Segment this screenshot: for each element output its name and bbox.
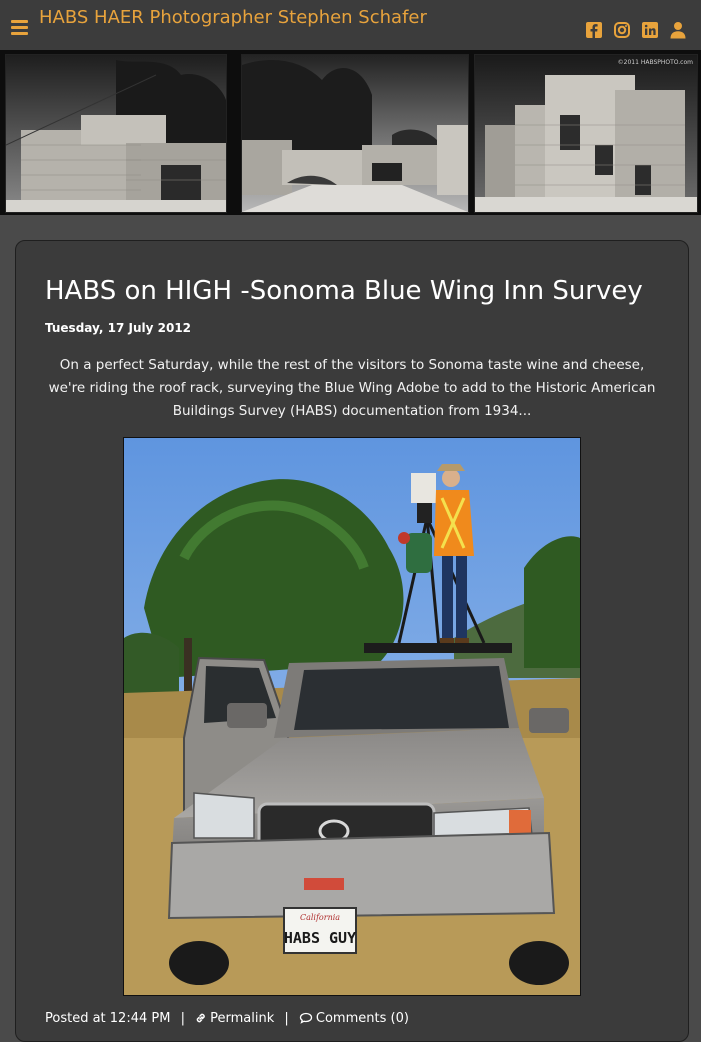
hamburger-menu-icon[interactable] bbox=[11, 20, 28, 34]
comments-label: Comments (0) bbox=[315, 1011, 409, 1026]
site-title[interactable]: HABS HAER Photographer Stephen Schafer bbox=[39, 7, 427, 28]
post-title[interactable]: HABS on HIGH -Sonoma Blue Wing Inn Survey bbox=[45, 276, 643, 306]
posted-at: Posted at 12:44 PM bbox=[45, 1011, 171, 1026]
banner-photo-2 bbox=[241, 54, 469, 213]
user-icon[interactable] bbox=[669, 21, 687, 39]
banner-photo-3 bbox=[474, 54, 698, 213]
social-links bbox=[585, 21, 687, 39]
permalink-label: Permalink bbox=[210, 1011, 275, 1026]
separator: | bbox=[180, 1011, 185, 1026]
post-date: Tuesday, 17 July 2012 bbox=[45, 321, 192, 335]
plate-text: HABS GUY bbox=[283, 929, 357, 947]
linkedin-icon[interactable] bbox=[641, 21, 659, 39]
facebook-icon[interactable] bbox=[585, 21, 603, 39]
post-photo[interactable] bbox=[123, 437, 581, 996]
plate-state: California bbox=[299, 913, 341, 922]
blog-post-card bbox=[15, 240, 689, 1042]
link-icon bbox=[195, 1012, 207, 1024]
separator: | bbox=[284, 1011, 289, 1026]
top-bar bbox=[0, 0, 701, 51]
header-banner bbox=[0, 50, 701, 215]
banner-watermark: ©2011 HABSPHOTO.com bbox=[617, 59, 693, 66]
comment-icon bbox=[299, 1012, 313, 1024]
banner-photo-1 bbox=[5, 54, 227, 213]
post-body: On a perfect Saturday, while the rest of the visitors to Sonoma taste wine and cheese, we're riding the roof rack, surveying the Blue Wing Adobe to add to the Historic American Buildings Survey (HABS) documentation from 1934... bbox=[48, 357, 656, 419]
instagram-icon[interactable] bbox=[613, 21, 631, 39]
